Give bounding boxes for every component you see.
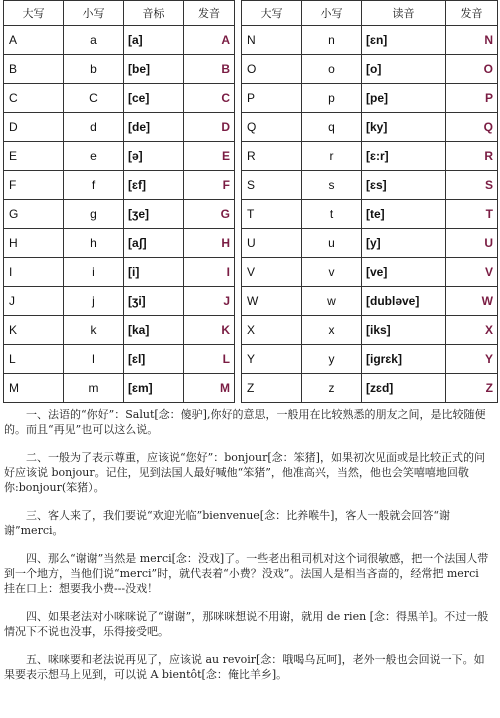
cell-uppercase: I xyxy=(4,258,64,287)
cell-lowercase: w xyxy=(302,287,362,316)
cell-pronunciation: W xyxy=(446,287,498,316)
cell-lowercase: q xyxy=(302,113,362,142)
alphabet-table-left xyxy=(3,0,235,403)
cell-pronunciation: B xyxy=(184,55,235,84)
cell-uppercase: R xyxy=(242,142,302,171)
table-row xyxy=(4,113,235,142)
table-row xyxy=(4,26,235,55)
paragraph-salut: 一、法语的“你好”：Salut[念：傻驴],你好的意思，一般用在比较熟悉的朋友之间，是比较随便的。而且“再见”也可以这么说。 xyxy=(4,408,486,436)
header-phonetic: 音标 xyxy=(124,1,184,26)
table-row xyxy=(242,229,498,258)
cell-lowercase: a xyxy=(64,26,124,55)
table-row xyxy=(242,113,498,142)
cell-lowercase: s xyxy=(302,171,362,200)
cell-phonetic: [te] xyxy=(362,200,446,229)
cell-uppercase: Z xyxy=(242,374,302,403)
cell-lowercase: y xyxy=(302,345,362,374)
table-header-row xyxy=(242,1,498,26)
table-row xyxy=(242,200,498,229)
table-row xyxy=(4,229,235,258)
cell-phonetic: [igrɛk] xyxy=(362,345,446,374)
cell-phonetic: [ɛf] xyxy=(124,171,184,200)
cell-pronunciation: I xyxy=(184,258,235,287)
paragraph-bonjour: 二、一般为了表示尊重，应该说“您好”：bonjour[念：笨猪]，如果初次见面或是比较正式的问好应该说 bonjour。记住，见到法国人最好喊他“笨猪”，他准高兴，当然，他也会笑嘻嘻地回敬你:bonjour(笨猪）。 xyxy=(4,451,485,494)
table-row xyxy=(242,142,498,171)
paragraph-merci: 四、那么“谢谢”当然是 merci[念：没戏]了。一些老出租司机对这个词很敏感，把一个法国人带到一个地方，当他们说“merci”时，就代表着“小费？没戏”。法国人是相当吝啬的，经常把 merci 挂在口上：想要我小费---没戏！ xyxy=(4,552,489,595)
cell-uppercase: L xyxy=(4,345,64,374)
cell-uppercase: Q xyxy=(242,113,302,142)
cell-phonetic: [zɛd] xyxy=(362,374,446,403)
cell-pronunciation: N xyxy=(446,26,498,55)
cell-uppercase: V xyxy=(242,258,302,287)
cell-lowercase: r xyxy=(302,142,362,171)
table-row xyxy=(4,287,235,316)
cell-uppercase: D xyxy=(4,113,64,142)
cell-phonetic: [ɛl] xyxy=(124,345,184,374)
table-row xyxy=(4,258,235,287)
cell-uppercase: G xyxy=(4,200,64,229)
cell-lowercase: n xyxy=(302,26,362,55)
cell-phonetic: [ka] xyxy=(124,316,184,345)
cell-uppercase: P xyxy=(242,84,302,113)
table-row xyxy=(242,26,498,55)
cell-lowercase: m xyxy=(64,374,124,403)
cell-uppercase: O xyxy=(242,55,302,84)
cell-phonetic: [ve] xyxy=(362,258,446,287)
cell-phonetic: [ʒi] xyxy=(124,287,184,316)
cell-pronunciation: U xyxy=(446,229,498,258)
header-pronunciation: 发音 xyxy=(184,1,235,26)
cell-lowercase: z xyxy=(302,374,362,403)
cell-phonetic: [ɛm] xyxy=(124,374,184,403)
table-row xyxy=(242,171,498,200)
cell-uppercase: S xyxy=(242,171,302,200)
cell-lowercase: t xyxy=(302,200,362,229)
header-uppercase: 大写 xyxy=(4,1,64,26)
cell-uppercase: M xyxy=(4,374,64,403)
cell-phonetic: [iks] xyxy=(362,316,446,345)
alphabet-table-right xyxy=(241,0,498,403)
cell-lowercase: g xyxy=(64,200,124,229)
cell-uppercase: T xyxy=(242,200,302,229)
cell-pronunciation: Y xyxy=(446,345,498,374)
cell-lowercase: l xyxy=(64,345,124,374)
cell-phonetic: [ə] xyxy=(124,142,184,171)
header-lowercase: 小写 xyxy=(64,1,124,26)
cell-phonetic: [pe] xyxy=(362,84,446,113)
cell-phonetic: [be] xyxy=(124,55,184,84)
table-row xyxy=(242,55,498,84)
cell-phonetic: [a] xyxy=(124,26,184,55)
cell-lowercase: C xyxy=(64,84,124,113)
cell-lowercase: e xyxy=(64,142,124,171)
cell-phonetic: [y] xyxy=(362,229,446,258)
cell-phonetic: [ʒe] xyxy=(124,200,184,229)
table-row xyxy=(242,345,498,374)
cell-phonetic: [de] xyxy=(124,113,184,142)
cell-phonetic: [ɛn] xyxy=(362,26,446,55)
table-row xyxy=(242,258,498,287)
table-header-row xyxy=(4,1,235,26)
header-lowercase: 小写 xyxy=(302,1,362,26)
table-row xyxy=(4,171,235,200)
cell-lowercase: f xyxy=(64,171,124,200)
cell-lowercase: h xyxy=(64,229,124,258)
cell-pronunciation: T xyxy=(446,200,498,229)
table-row xyxy=(4,84,235,113)
cell-pronunciation: Q xyxy=(446,113,498,142)
cell-phonetic: [i] xyxy=(124,258,184,287)
paragraph-de-rien: 四、如果老法对小咪咪说了“谢谢”，那咪咪想说不用谢，就用 de rien [念：得黑羊]。不过一般情况下不说也没事，乐得接受吧。 xyxy=(4,610,489,638)
table-row xyxy=(4,345,235,374)
cell-pronunciation: A xyxy=(184,26,235,55)
cell-phonetic: [ky] xyxy=(362,113,446,142)
cell-phonetic: [ɛ:r] xyxy=(362,142,446,171)
cell-uppercase: J xyxy=(4,287,64,316)
cell-uppercase: E xyxy=(4,142,64,171)
cell-lowercase: u xyxy=(302,229,362,258)
cell-phonetic: [dublǝve] xyxy=(362,287,446,316)
paragraph-bienvenue: 三、客人来了，我们要说“欢迎光临”bienvenue[念：比养喉牛]，客人一般就会回答“谢谢”merci。 xyxy=(4,509,451,537)
cell-lowercase: k xyxy=(64,316,124,345)
cell-pronunciation: P xyxy=(446,84,498,113)
cell-pronunciation: V xyxy=(446,258,498,287)
cell-lowercase: j xyxy=(64,287,124,316)
cell-phonetic: [ɛs] xyxy=(362,171,446,200)
header-pronunciation: 发音 xyxy=(446,1,498,26)
cell-uppercase: H xyxy=(4,229,64,258)
cell-uppercase: F xyxy=(4,171,64,200)
table-row xyxy=(242,374,498,403)
table-row xyxy=(4,200,235,229)
header-uppercase: 大写 xyxy=(242,1,302,26)
table-row xyxy=(242,316,498,345)
cell-phonetic: [o] xyxy=(362,55,446,84)
cell-pronunciation: K xyxy=(184,316,235,345)
cell-lowercase: x xyxy=(302,316,362,345)
cell-pronunciation: M xyxy=(184,374,235,403)
cell-uppercase: W xyxy=(242,287,302,316)
cell-lowercase: i xyxy=(64,258,124,287)
cell-lowercase: p xyxy=(302,84,362,113)
cell-pronunciation: C xyxy=(184,84,235,113)
cell-pronunciation: L xyxy=(184,345,235,374)
cell-lowercase: o xyxy=(302,55,362,84)
cell-pronunciation: R xyxy=(446,142,498,171)
cell-pronunciation: E xyxy=(184,142,235,171)
paragraph-au-revoir: 五、咪咪要和老法说再见了，应该说 au revoir[念：哦喝乌瓦呵]，老外一般也会回说一下。如果要表示想马上见到，可以说 A bientôt[念：俺比羊乡]。 xyxy=(4,653,485,681)
cell-uppercase: Y xyxy=(242,345,302,374)
cell-phonetic: [aʃ] xyxy=(124,229,184,258)
table-row xyxy=(4,316,235,345)
table-row xyxy=(4,142,235,171)
cell-pronunciation: S xyxy=(446,171,498,200)
header-phonetic: 读音 xyxy=(362,1,446,26)
cell-pronunciation: O xyxy=(446,55,498,84)
table-row xyxy=(242,84,498,113)
cell-uppercase: N xyxy=(242,26,302,55)
cell-pronunciation: G xyxy=(184,200,235,229)
phrase-notes xyxy=(4,407,492,695)
cell-lowercase: v xyxy=(302,258,362,287)
cell-pronunciation: F xyxy=(184,171,235,200)
cell-uppercase: C xyxy=(4,84,64,113)
cell-pronunciation: J xyxy=(184,287,235,316)
cell-uppercase: B xyxy=(4,55,64,84)
cell-pronunciation: X xyxy=(446,316,498,345)
cell-phonetic: [ce] xyxy=(124,84,184,113)
cell-pronunciation: H xyxy=(184,229,235,258)
table-row xyxy=(4,55,235,84)
cell-uppercase: K xyxy=(4,316,64,345)
cell-pronunciation: D xyxy=(184,113,235,142)
cell-lowercase: b xyxy=(64,55,124,84)
cell-pronunciation: Z xyxy=(446,374,498,403)
cell-uppercase: A xyxy=(4,26,64,55)
table-row xyxy=(4,374,235,403)
table-row xyxy=(242,287,498,316)
cell-uppercase: U xyxy=(242,229,302,258)
cell-lowercase: d xyxy=(64,113,124,142)
cell-uppercase: X xyxy=(242,316,302,345)
